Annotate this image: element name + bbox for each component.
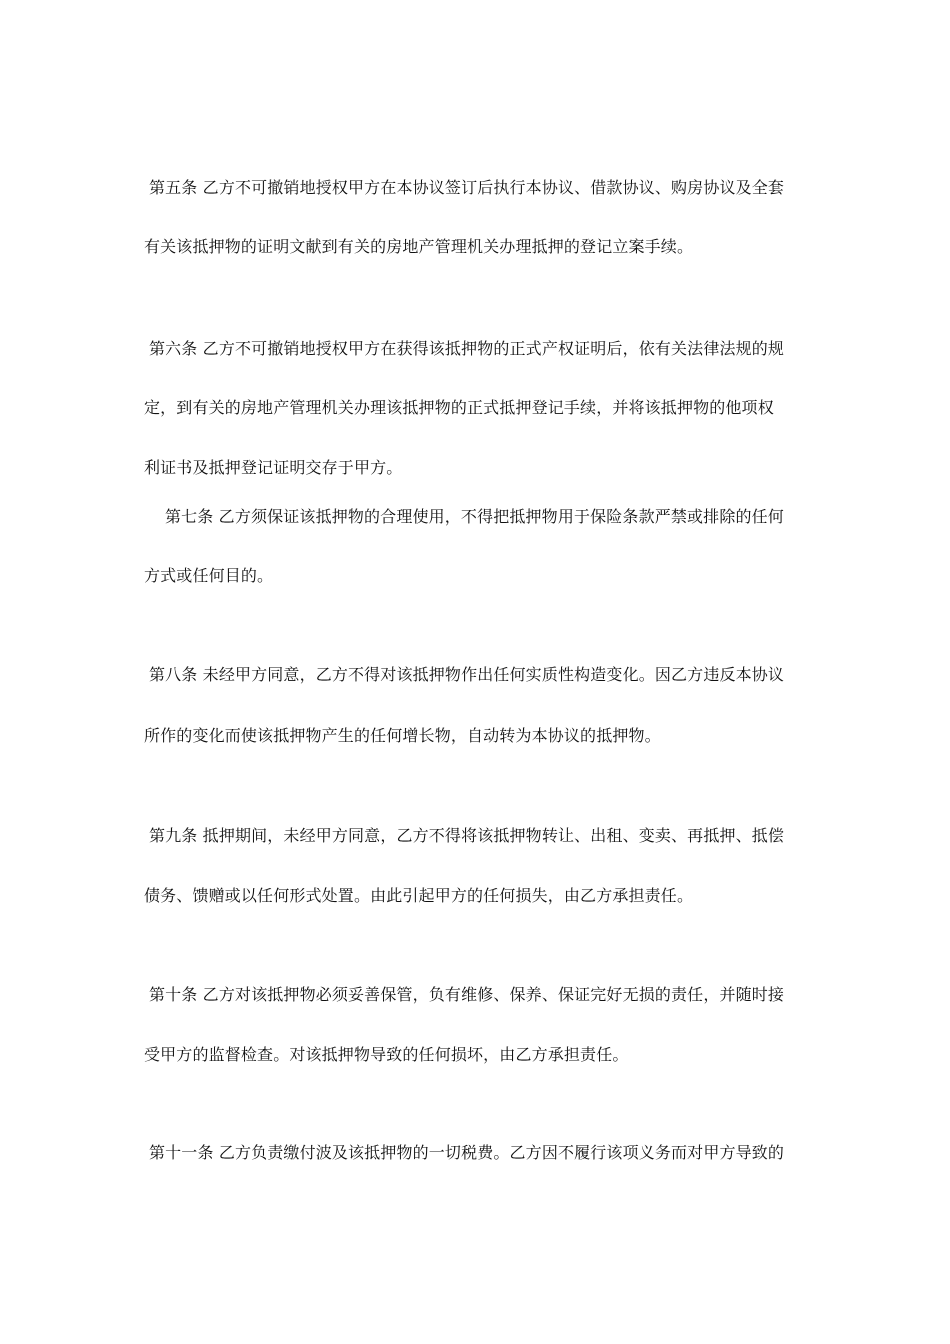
article-7-line-1: 第七条 乙方须保证该抵押物的合理使用，不得把抵押物用于保险条款严禁或排除的任何 <box>165 507 784 526</box>
article-9-line-2: 债务、馈赠或以任何形式处置。由此引起甲方的任何损失，由乙方承担责任。 <box>144 886 694 905</box>
article-8-line-2: 所作的变化而使该抵押物产生的任何增长物，自动转为本协议的抵押物。 <box>144 726 661 745</box>
article-7-line-2: 方式或任何目的。 <box>144 566 274 585</box>
article-6-line-3: 利证书及抵押登记证明交存于甲方。 <box>144 458 403 477</box>
article-10-line-1: 第十条 乙方对该抵押物必须妥善保管，负有维修、保养、保证完好无损的责任，并随时接 <box>149 985 785 1004</box>
article-9-line-1: 第九条 抵押期间，未经甲方同意，乙方不得将该抵押物转让、出租、变卖、再抵押、抵偿 <box>149 826 785 845</box>
article-5-line-1: 第五条 乙方不可撤销地授权甲方在本协议签订后执行本协议、借款协议、购房协议及全套 <box>149 178 785 197</box>
article-6-line-2: 定，到有关的房地产管理机关办理该抵押物的正式抵押登记手续，并将该抵押物的他项权 <box>144 398 774 417</box>
article-11-line-1: 第十一条 乙方负责缴付波及该抵押物的一切税费。乙方因不履行该项义务而对甲方导致的 <box>149 1143 785 1162</box>
article-10-line-2: 受甲方的监督检查。对该抵押物导致的任何损坏，由乙方承担责任。 <box>144 1045 629 1064</box>
article-5-line-2: 有关该抵押物的证明文献到有关的房地产管理机关办理抵押的登记立案手续。 <box>144 237 694 256</box>
article-8-line-1: 第八条 未经甲方同意，乙方不得对该抵押物作出任何实质性构造变化。因乙方违反本协议 <box>149 665 785 684</box>
article-6-line-1: 第六条 乙方不可撤销地授权甲方在获得该抵押物的正式产权证明后，依有关法律法规的规 <box>149 339 785 358</box>
